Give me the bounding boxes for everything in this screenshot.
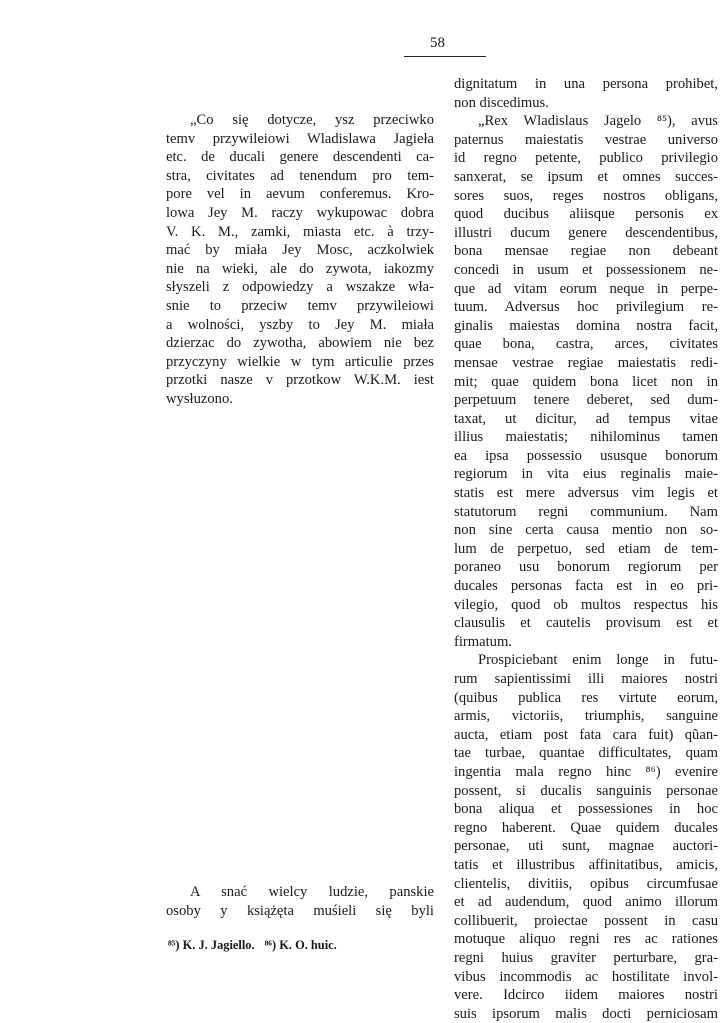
text-line: quae bona, castra, arces, civitates	[454, 336, 718, 353]
text-line: motuque aliquo regni res ac rationes	[454, 931, 718, 948]
text-line: ea ipsa possessio ususque bonorum	[454, 447, 718, 464]
text-line: illius maiestatis; nihilominus tamen	[454, 429, 718, 446]
page-number-rule	[404, 56, 486, 57]
text-line: osoby y książęta muśieli się byli	[166, 902, 434, 919]
text-line: quod ducibus aliisque personis ex	[454, 206, 718, 223]
text-line: personae, uti sunt, magnae auctori-	[454, 838, 718, 855]
text-line: vibus incommodis ac hostilitate invol-	[454, 968, 718, 985]
text-line: illustri ducum genere descendentibus,	[454, 224, 718, 241]
text-line: wysłuzono.	[166, 390, 233, 407]
text-line: regni huius graviter perturbare, gra-	[454, 949, 718, 966]
text-line: „Rex Wladislaus Jagelo ⁸⁵), avus	[478, 113, 718, 130]
text-line: lowa Jey M. raczy wykupowac dobra	[166, 204, 434, 221]
text-line: concedi in usum et possessionem ne-	[454, 261, 718, 278]
text-line: V. K. M., zamki, miasta etc. à trzy-	[166, 223, 434, 240]
text-line: mać by miała Jey Mosc, aczkolwiek	[166, 242, 434, 259]
right-column	[454, 75, 718, 1023]
text-line: aucta, etiam post fata cara fuit) qũan-	[454, 726, 718, 743]
page-number: 58	[430, 35, 445, 51]
text-line: armis, victoriis, triumphis, sanguine	[454, 708, 718, 725]
text-line: mensae vestrae regiae maiestatis redi-	[454, 354, 718, 371]
footnotes	[168, 937, 337, 953]
text-line: id regno petente, publico privilegio	[454, 150, 718, 167]
text-line: firmatum.	[454, 633, 512, 650]
left-column-top-paragraph	[166, 111, 434, 409]
text-line: dignitatum in una persona prohibet,	[454, 76, 718, 92]
text-line: regno haberent. Quae quidem ducales	[454, 819, 718, 836]
text-line: a wolności, yszby to Jey M. miała	[166, 316, 434, 333]
text-line: (quibus publica res virtute eorum,	[454, 689, 718, 706]
text-line: et ad audendum, quod animo illorum	[454, 894, 718, 911]
text-line: ingentia mala regno hinc ⁸⁶) evenire	[454, 763, 718, 780]
text-line: sores suos, reges nostros obligans,	[454, 187, 718, 204]
text-line: paternus maiestatis vestrae universo	[454, 131, 718, 148]
text-line: vere. Idcirco iidem maiores nostri	[454, 987, 718, 1004]
text-line: pore vel in aevum conferemus. Kro-	[166, 186, 434, 203]
footnote-85: ⁸⁵) K. J. Jagiello.	[168, 938, 255, 952]
text-line: possent, si ducalis sanguinis personae	[454, 782, 718, 799]
text-line: non discedimus.	[454, 94, 549, 111]
text-line: suis ipsorum malis docti perniciosam	[454, 1005, 718, 1022]
text-line: przotki nasze v przotkow W.K.M. iest	[166, 372, 434, 389]
text-line: tae turbae, quantae difficultates, quam	[454, 745, 718, 762]
text-line: etc. de ducali genere descendenti ca-	[166, 149, 434, 166]
text-line: non sine certa causa mentio non so-	[454, 522, 718, 539]
text-line: temv przywileiowi Wladislawa Jagieła	[166, 130, 434, 147]
text-line: stra, civitates ad tenendum pro tem-	[166, 167, 434, 184]
text-line: „Co się dotycze, ysz przeciwko	[190, 112, 434, 128]
text-line: clientelis, divitiis, opibus circumfusae	[454, 875, 718, 892]
text-line: mit; quae quidem bona licet non in	[454, 373, 718, 390]
text-line: statutorum regni communium. Nam	[454, 503, 718, 520]
text-line: Prospiciebant enim longe in futu-	[478, 652, 718, 669]
text-line: słyszeli z odpowiedzy a wszakze wła-	[166, 279, 434, 296]
text-line: dzierzac do zywotha, abowiem nie bez	[166, 335, 434, 352]
text-line: clausulis et cautelis provisum est et	[454, 615, 718, 632]
text-line: przyczyny wielkie w tym articulie przes	[166, 353, 434, 370]
text-line: perpetuum tenere deberet, sed dum-	[454, 392, 718, 409]
text-line: statis est mere adversus vim legis et	[454, 485, 718, 502]
text-line: regiorum in vita eius reginalis maie-	[454, 466, 718, 483]
text-line: nie na wieki, ale do zywota, iakozmy	[166, 260, 434, 277]
text-line: bona aliqua et possessiones in hoc	[454, 801, 718, 818]
text-line: A snać wielcy ludzie, panskie	[190, 884, 434, 900]
left-column-bottom-paragraph	[166, 883, 434, 920]
text-line: poraneo usu bonorum regiorum per	[454, 559, 718, 576]
text-line: sanxerat, se ipsum et omnes succes-	[454, 168, 718, 185]
text-line: rum sapientissimi illi maiores nostri	[454, 671, 718, 687]
text-line: tuum. Adversus hoc privilegium re-	[454, 299, 718, 316]
text-line: tatis et illustribus affinitatibus, amicis,	[454, 856, 718, 873]
text-line: vilegio, quod ob multos respectus his	[454, 596, 718, 613]
text-line: collibuerit, proiectae possent in casu	[454, 912, 718, 929]
text-line: ducales personas facta est in eo pri-	[454, 578, 718, 595]
text-line: que ad vitam eorum neque in perpe-	[454, 280, 718, 297]
text-line: taxat, ut dicitur, ad tempus vitae	[454, 410, 718, 427]
footnote-86: ⁸⁶) K. O. huic.	[264, 938, 337, 952]
text-line: ginalis maiestas domina nostra facit,	[454, 317, 718, 334]
text-line: lum de perpetuo, sed etiam de tem-	[454, 540, 718, 557]
text-line: snie to przeciw temv przywileiowi	[166, 297, 434, 314]
text-line: bona mensae regiae non debeant	[454, 243, 718, 260]
